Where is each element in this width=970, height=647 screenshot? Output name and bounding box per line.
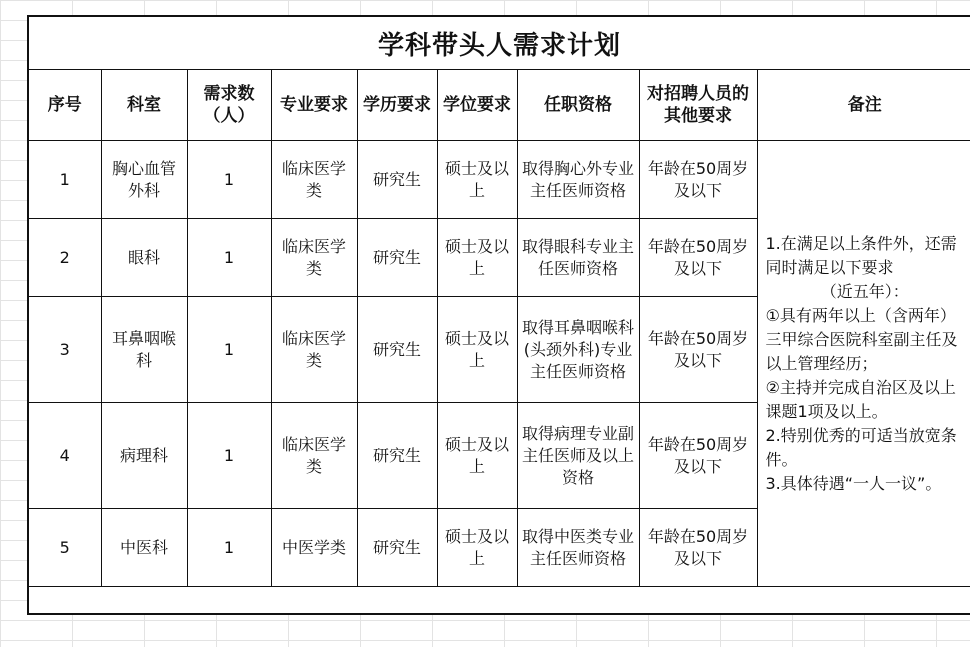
cell-edu: 研究生 bbox=[357, 141, 437, 219]
cell-degree: 硕士及以上 bbox=[437, 219, 517, 297]
cell-other: 年龄在50周岁及以下 bbox=[639, 509, 757, 587]
page-title: 学科带头人需求计划 bbox=[29, 17, 970, 70]
cell-degree: 硕士及以上 bbox=[437, 509, 517, 587]
cell-other: 年龄在50周岁及以下 bbox=[639, 403, 757, 509]
cell-count: 1 bbox=[187, 403, 271, 509]
spreadsheet-sheet bbox=[27, 15, 970, 615]
cell-count: 1 bbox=[187, 297, 271, 403]
cell-count: 1 bbox=[187, 509, 271, 587]
cell-degree: 硕士及以上 bbox=[437, 403, 517, 509]
cell-no: 3 bbox=[29, 297, 101, 403]
header-major: 专业要求 bbox=[271, 70, 357, 141]
cell-qual: 取得眼科专业主任医师资格 bbox=[517, 219, 639, 297]
cell-other: 年龄在50周岁及以下 bbox=[639, 141, 757, 219]
cell-no: 2 bbox=[29, 219, 101, 297]
cell-edu: 研究生 bbox=[357, 219, 437, 297]
header-other: 对招聘人员的其他要求 bbox=[639, 70, 757, 141]
header-degree: 学位要求 bbox=[437, 70, 517, 141]
remark-line: ②主持并完成自治区及以上课题1项及以上。 bbox=[766, 378, 956, 421]
blank-cell bbox=[29, 587, 970, 647]
cell-dept: 胸心血管外科 bbox=[101, 141, 187, 219]
header-remark: 备注 bbox=[757, 70, 970, 141]
cell-dept: 病理科 bbox=[101, 403, 187, 509]
cell-no: 1 bbox=[29, 141, 101, 219]
cell-major: 临床医学类 bbox=[271, 297, 357, 403]
cell-no: 4 bbox=[29, 403, 101, 509]
cell-edu: 研究生 bbox=[357, 509, 437, 587]
cell-dept: 眼科 bbox=[101, 219, 187, 297]
blank-row bbox=[29, 587, 970, 647]
cell-other: 年龄在50周岁及以下 bbox=[639, 297, 757, 403]
cell-qual: 取得中医类专业主任医师资格 bbox=[517, 509, 639, 587]
remark-line: 1.在满足以上条件外，还需同时满足以下要求 bbox=[766, 234, 957, 277]
remark-line: ①具有两年以上（含两年）三甲综合医院科室副主任及以上管理经历； bbox=[766, 306, 958, 373]
cell-edu: 研究生 bbox=[357, 403, 437, 509]
cell-major: 临床医学类 bbox=[271, 403, 357, 509]
cell-major: 临床医学类 bbox=[271, 141, 357, 219]
cell-major: 临床医学类 bbox=[271, 219, 357, 297]
cell-qual: 取得病理专业副主任医师及以上资格 bbox=[517, 403, 639, 509]
cell-major: 中医学类 bbox=[271, 509, 357, 587]
cell-degree: 硕士及以上 bbox=[437, 297, 517, 403]
cell-dept: 耳鼻咽喉科 bbox=[101, 297, 187, 403]
remark-line: （近五年）： bbox=[766, 280, 965, 304]
cell-qual: 取得胸心外专业主任医师资格 bbox=[517, 141, 639, 219]
cell-degree: 硕士及以上 bbox=[437, 141, 517, 219]
cell-dept: 中医科 bbox=[101, 509, 187, 587]
remark-line: 2.特别优秀的可适当放宽条件。 bbox=[766, 426, 957, 469]
remark-line: 3.具体待遇“一人一议”。 bbox=[766, 474, 942, 493]
header-count: 需求数（人） bbox=[187, 70, 271, 141]
header-no: 序号 bbox=[29, 70, 101, 141]
cell-qual: 取得耳鼻咽喉科(头颈外科)专业主任医师资格 bbox=[517, 297, 639, 403]
header-row bbox=[29, 70, 970, 141]
header-qual: 任职资格 bbox=[517, 70, 639, 141]
cell-count: 1 bbox=[187, 219, 271, 297]
header-dept: 科室 bbox=[101, 70, 187, 141]
cell-other: 年龄在50周岁及以下 bbox=[639, 219, 757, 297]
remark-cell bbox=[757, 141, 970, 587]
cell-no: 5 bbox=[29, 509, 101, 587]
cell-edu: 研究生 bbox=[357, 297, 437, 403]
cell-count: 1 bbox=[187, 141, 271, 219]
recruitment-table bbox=[29, 70, 970, 647]
table-row bbox=[29, 141, 970, 219]
header-edu: 学历要求 bbox=[357, 70, 437, 141]
